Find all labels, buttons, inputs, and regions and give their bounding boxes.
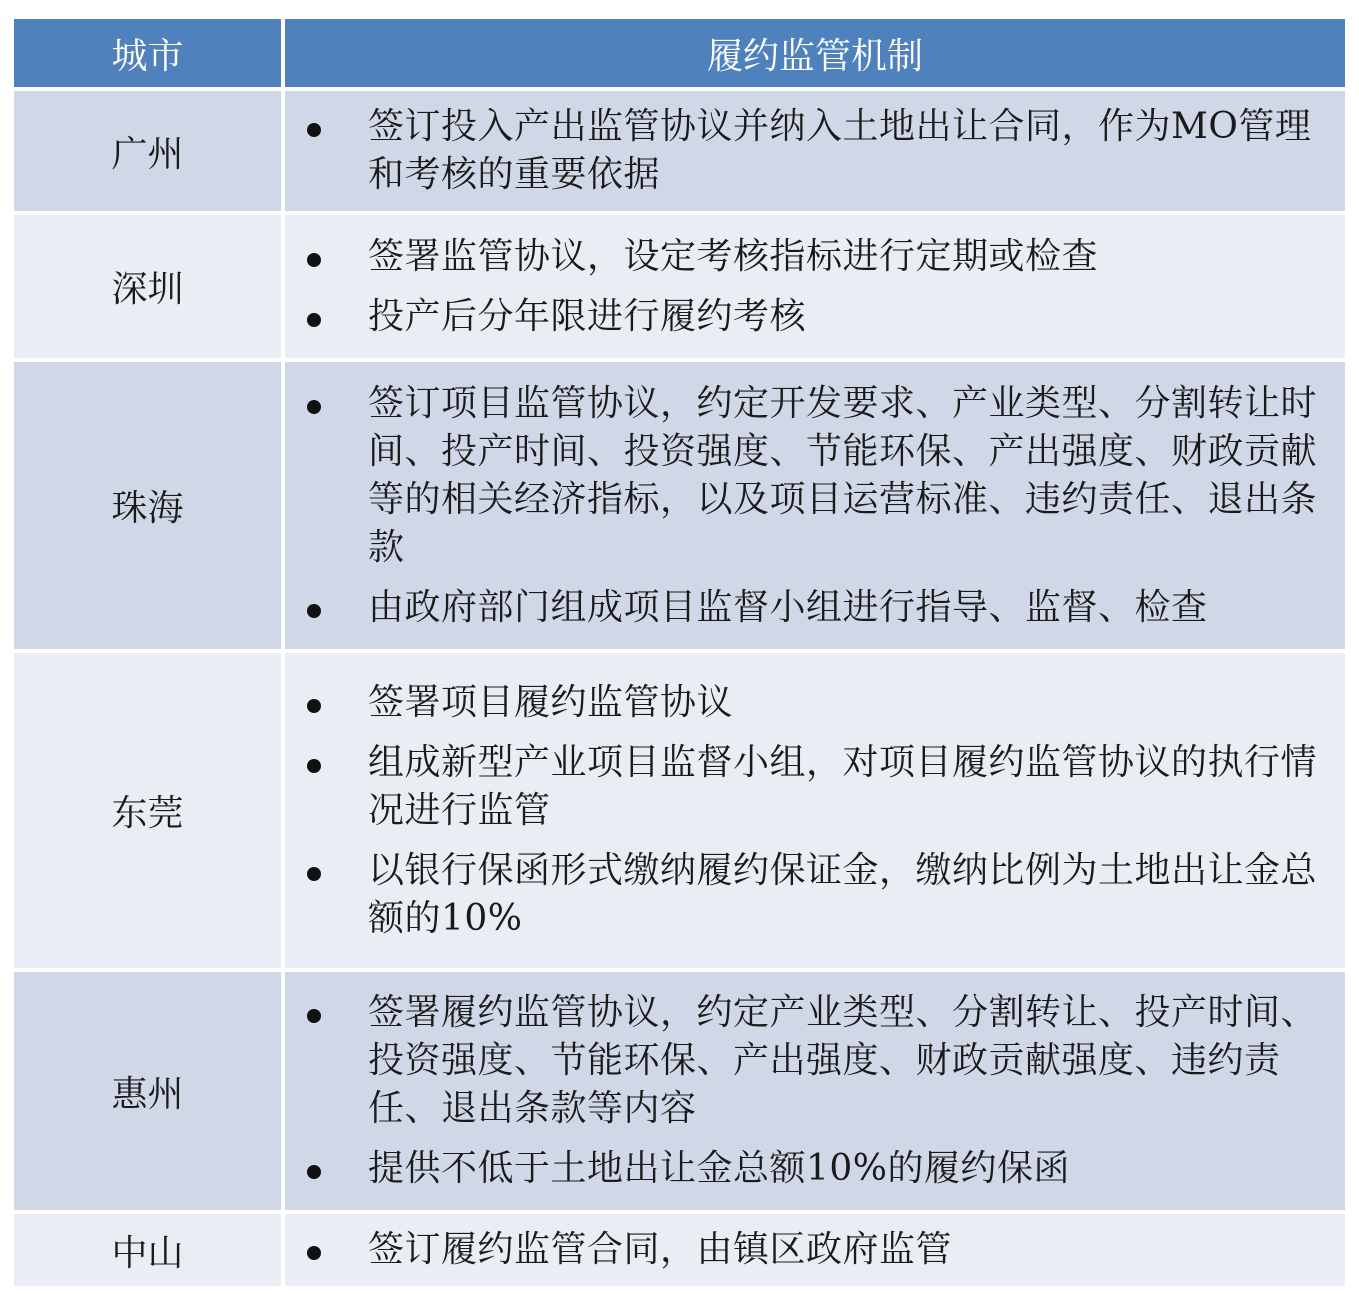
mechanism-list: [285, 103, 1345, 199]
item-text: 签订投入产出监管协议并纳入土地出让合同，作为MO管理和考核的重要依据: [368, 106, 1312, 195]
mechanism-cell: [283, 970, 1347, 1212]
bullet-icon: [307, 313, 321, 327]
table-row: [12, 213, 1347, 360]
item-text: 以银行保函形式缴纳履约保证金，缴纳比例为土地出让金总额的10%: [368, 849, 1318, 939]
item-text: 签署履约监管协议，约定产业类型、分割转让、投产时间、投资强度、节能环保、产出强度、财政贡献强度、违约责任、退出条款等内容: [368, 992, 1318, 1129]
list-item: [285, 739, 1345, 835]
list-item: [285, 989, 1345, 1133]
item-text: 投产后分年限进行履约考核: [368, 295, 807, 337]
bullet-icon: [307, 867, 321, 881]
item-text: 签署监管协议，设定考核指标进行定期或检查: [368, 235, 1099, 277]
bullet-icon: [307, 400, 321, 414]
mechanism-list: [285, 989, 1345, 1193]
table-row: [12, 360, 1347, 651]
city-cell: 东莞: [12, 651, 283, 970]
city-cell: 惠州: [12, 970, 283, 1212]
city-cell: 珠海: [12, 360, 283, 651]
header-city: 城市: [12, 17, 283, 89]
list-item: [285, 847, 1345, 943]
bullet-icon: [307, 253, 321, 267]
bullet-icon: [307, 759, 321, 773]
bullet-icon: [307, 1246, 321, 1260]
list-item: [285, 679, 1345, 727]
city-cell: 广州: [12, 89, 283, 213]
bullet-icon: [307, 123, 321, 137]
header-row: [12, 17, 1347, 89]
mechanism-cell: [283, 89, 1347, 213]
item-text: 签订履约监管合同，由镇区政府监管: [368, 1229, 953, 1270]
mechanism-list: [285, 233, 1345, 341]
bullet-icon: [307, 699, 321, 713]
table-row: [12, 1212, 1347, 1288]
mechanism-cell: [283, 360, 1347, 651]
list-item: [285, 1145, 1345, 1193]
list-item: [285, 1226, 1345, 1274]
mechanism-list: [285, 380, 1345, 632]
table-row: [12, 970, 1347, 1212]
item-text: 签订项目监管协议，约定开发要求、产业类型、分割转让时间、投产时间、投资强度、节能环保、产出强度、财政贡献等的相关经济指标，以及项目运营标准、违约责任、退出条款: [368, 382, 1318, 568]
list-item: [285, 233, 1345, 281]
mechanism-list: [285, 679, 1345, 943]
list-item: [285, 103, 1345, 199]
mechanism-list: [285, 1226, 1345, 1274]
bullet-icon: [307, 1165, 321, 1179]
item-text: 提供不低于土地出让金总额10%的履约保函: [368, 1148, 1071, 1189]
table-row: [12, 89, 1347, 213]
bullet-icon: [307, 1009, 321, 1023]
list-item: [285, 293, 1345, 341]
list-item: [285, 380, 1345, 572]
header-mechanism: 履约监管机制: [283, 17, 1347, 89]
city-mechanism-table: [10, 15, 1349, 1290]
bullet-icon: [307, 604, 321, 618]
mechanism-cell: [283, 651, 1347, 970]
mechanism-cell: [283, 213, 1347, 360]
list-item: [285, 584, 1345, 632]
item-text: 组成新型产业项目监督小组，对项目履约监管协议的执行情况进行监管: [368, 741, 1318, 831]
city-cell: 中山: [12, 1212, 283, 1288]
item-text: 由政府部门组成项目监督小组进行指导、监督、检查: [368, 586, 1208, 628]
item-text: 签署项目履约监管协议: [368, 681, 734, 723]
table-row: [12, 651, 1347, 970]
mechanism-cell: [283, 1212, 1347, 1288]
city-cell: 深圳: [12, 213, 283, 360]
